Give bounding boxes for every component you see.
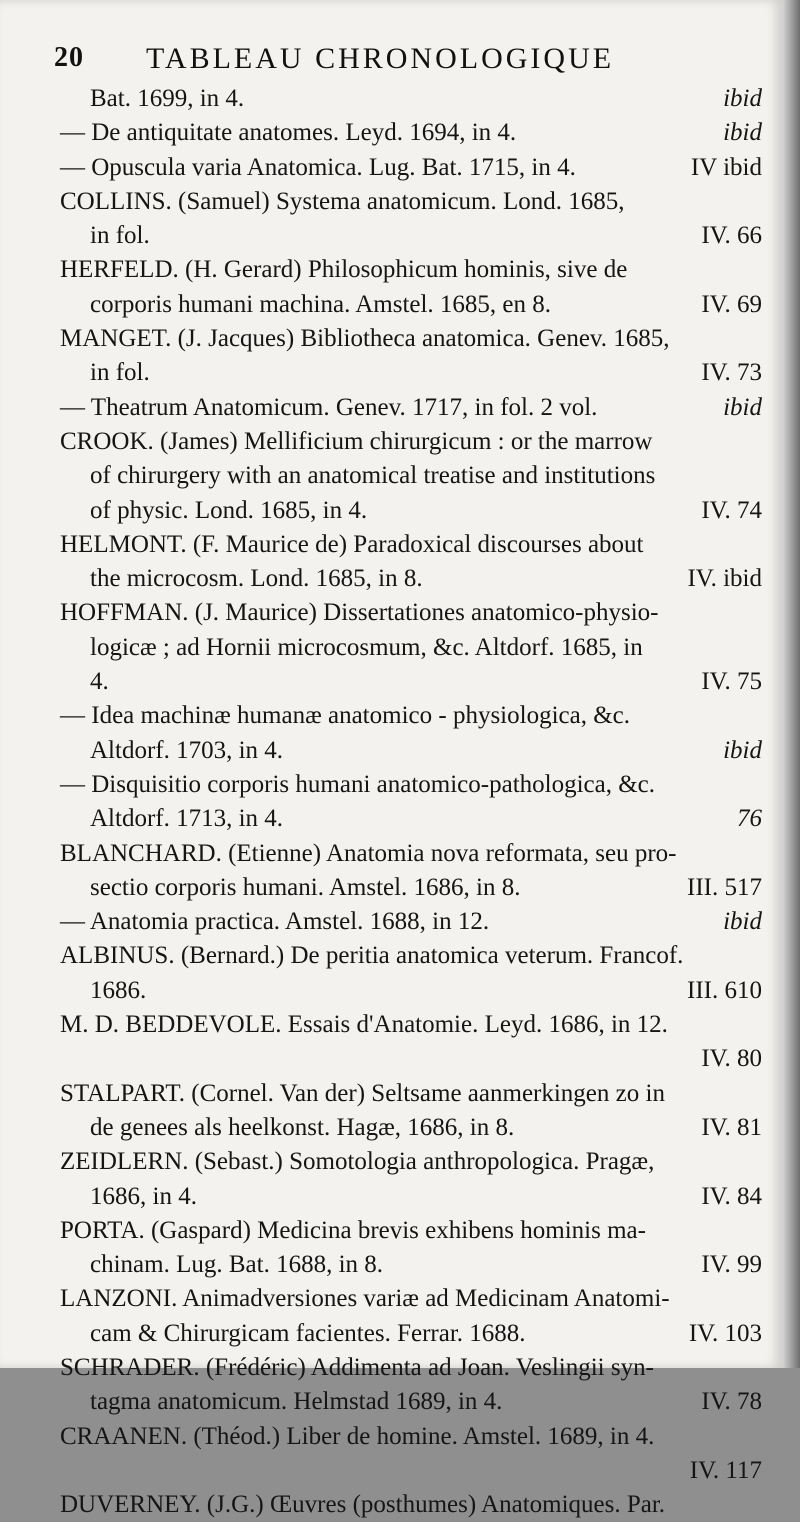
text-line xyxy=(60,391,762,425)
text-line xyxy=(60,699,762,733)
entry-list xyxy=(60,82,762,1522)
line-text: sectio corporis humani. Amstel. 1686, in 8. xyxy=(90,873,521,901)
text-line xyxy=(60,1317,762,1351)
line-text: Altdorf. 1703, in 4. xyxy=(90,736,284,764)
text-line xyxy=(60,1351,762,1385)
text-line xyxy=(60,1077,762,1111)
text-line xyxy=(60,665,762,699)
line-text: of chirurgery with an anatomical treatise and institutions xyxy=(90,462,656,490)
text-line xyxy=(60,837,762,871)
line-text: SCHRADER. (Frédéric) Addimenta ad Joan. Veslingii syn- xyxy=(60,1353,654,1381)
text-line xyxy=(60,596,762,630)
page-reference: III. 517 xyxy=(687,873,762,901)
line-text: Altdorf. 1713, in 4. xyxy=(90,805,284,833)
page-reference: ibid xyxy=(723,85,762,112)
page-reference: IV. 75 xyxy=(701,668,762,696)
page-reference: ibid xyxy=(723,736,762,764)
line-text: 1686, in 4. xyxy=(90,1182,197,1210)
text-line xyxy=(60,219,762,253)
line-text: HELMONT. (F. Maurice de) Paradoxical discourses about xyxy=(60,530,644,558)
line-text: HERFELD. (H. Gerard) Philosophicum hominis, sive de xyxy=(60,256,628,284)
text-line xyxy=(60,974,762,1008)
page-reference: IV. ibid xyxy=(687,565,762,593)
line-text: in fol. xyxy=(90,359,150,387)
line-text: of physic. Lond. 1685, in 4. xyxy=(90,496,368,524)
line-text: BLANCHARD. (Etienne) Anatomia nova reformata, seu pro- xyxy=(60,839,677,867)
line-text: 4. xyxy=(90,668,109,696)
text-line xyxy=(60,1008,762,1042)
text-line xyxy=(60,151,762,185)
text-line xyxy=(60,734,762,768)
line-text: logicæ ; ad Hornii microcosmum, &c. Altdorf. 1685, in xyxy=(90,633,643,661)
text-line xyxy=(60,1385,762,1419)
text-line xyxy=(60,288,762,322)
text-line xyxy=(60,1111,762,1145)
text-line xyxy=(60,1282,762,1316)
page-header xyxy=(54,38,754,82)
page-reference: IV. 78 xyxy=(701,1388,762,1416)
text-line xyxy=(60,459,762,493)
line-text: CRAANEN. (Théod.) Liber de homine. Amstel. 1689, in 4. xyxy=(60,1422,655,1450)
line-text: — Anatomia practica. Amstel. 1688, in 12. xyxy=(60,908,490,936)
line-text: — Disquisitio corporis humani anatomico-pathologica, &c. xyxy=(60,770,656,798)
text-line xyxy=(60,528,762,562)
text-line xyxy=(60,871,762,905)
page-reference: IV. 117 xyxy=(689,1456,762,1484)
line-text: STALPART. (Cornel. Van der) Seltsame aanmerkingen zo in xyxy=(60,1079,665,1107)
line-text: Bat. 1699, in 4. xyxy=(90,85,245,112)
text-line xyxy=(60,253,762,287)
page-reference: IV. 84 xyxy=(701,1182,762,1210)
text-line xyxy=(60,905,762,939)
page-reference: ibid xyxy=(723,393,762,421)
line-text: LANZONI. Animadversiones variæ ad Medicinam Anatomi- xyxy=(60,1285,670,1313)
text-line xyxy=(60,768,762,802)
line-text: DUVERNEY. (J.G.) Œuvres (posthumes) Anatomiques. Par. xyxy=(60,1491,666,1519)
text-line xyxy=(60,356,762,390)
line-text: de genees als heelkonst. Hagæ, 1686, in 8. xyxy=(90,1113,515,1141)
page-reference: IV. 66 xyxy=(701,222,762,250)
text-line xyxy=(60,939,762,973)
text-line xyxy=(60,631,762,665)
text-line xyxy=(60,494,762,528)
text-line xyxy=(60,116,762,150)
text-line xyxy=(60,425,762,459)
line-text: — Theatrum Anatomicum. Genev. 1717, in fol. 2 vol. xyxy=(60,393,598,421)
line-text: HOFFMAN. (J. Maurice) Dissertationes anatomico-physio- xyxy=(60,599,659,627)
page-number: 20 xyxy=(54,42,84,73)
page-reference: ibid xyxy=(723,119,762,147)
line-text: cam & Chirurgicam facientes. Ferrar. 1688. xyxy=(90,1319,526,1347)
line-text: ZEIDLERN. (Sebast.) Somotologia anthropologica. Pragæ, xyxy=(60,1148,655,1176)
text-line xyxy=(60,1488,762,1522)
line-text: COLLINS. (Samuel) Systema anatomicum. Lond. 1685, xyxy=(60,187,625,215)
text-line xyxy=(60,322,762,356)
page-reference: IV. 103 xyxy=(688,1319,762,1347)
text-line xyxy=(60,1214,762,1248)
text-line xyxy=(60,1180,762,1214)
page-edge xyxy=(782,0,800,1368)
line-text: — Opuscula varia Anatomica. Lug. Bat. 1715, in 4. xyxy=(60,153,576,181)
page-reference: IV. 69 xyxy=(701,290,762,318)
text-line xyxy=(60,1454,762,1488)
line-text: tagma anatomicum. Helmstad 1689, in 4. xyxy=(90,1388,503,1416)
page-reference: 76 xyxy=(737,805,762,833)
text-line xyxy=(60,1042,762,1076)
page-reference: IV. 81 xyxy=(701,1113,762,1141)
line-text: — De antiquitate anatomes. Leyd. 1694, in 4. xyxy=(60,119,517,147)
text-line xyxy=(60,1145,762,1179)
line-text: CROOK. (James) Mellificium chirurgicum : or the marrow xyxy=(60,427,653,455)
running-title: TABLEAU CHRONOLOGIQUE xyxy=(146,42,615,75)
page-reference: IV. 80 xyxy=(701,1045,762,1073)
page-reference: IV ibid xyxy=(690,153,762,181)
line-text: ALBINUS. (Bernard.) De peritia anatomica veterum. Francof. xyxy=(60,942,684,970)
line-text: M. D. BEDDEVOLE. Essais d'Anatomie. Leyd. 1686, in 12. xyxy=(60,1011,668,1039)
page-reference: ibid xyxy=(723,908,762,936)
line-text: the microcosm. Lond. 1685, in 8. xyxy=(90,565,423,593)
line-text: chinam. Lug. Bat. 1688, in 8. xyxy=(90,1251,384,1279)
text-line xyxy=(60,82,762,116)
text-line xyxy=(60,562,762,596)
text-line xyxy=(60,1248,762,1282)
line-text: in fol. xyxy=(90,222,150,250)
page-reference: IV. 99 xyxy=(701,1251,762,1279)
line-text: 1686. xyxy=(90,976,147,1004)
line-text: PORTA. (Gaspard) Medicina brevis exhibens hominis ma- xyxy=(60,1216,646,1244)
page-reference: IV. 73 xyxy=(701,359,762,387)
page-reference: III. 610 xyxy=(687,976,762,1004)
line-text: corporis humani machina. Amstel. 1685, en 8. xyxy=(90,290,552,318)
text-line xyxy=(60,185,762,219)
text-line xyxy=(60,1420,762,1454)
line-text: — Idea machinæ humanæ anatomico - physiologica, &c. xyxy=(60,702,630,730)
text-line xyxy=(60,802,762,836)
line-text: MANGET. (J. Jacques) Bibliotheca anatomica. Genev. 1685, xyxy=(60,325,670,353)
page-reference: IV. 74 xyxy=(701,496,762,524)
